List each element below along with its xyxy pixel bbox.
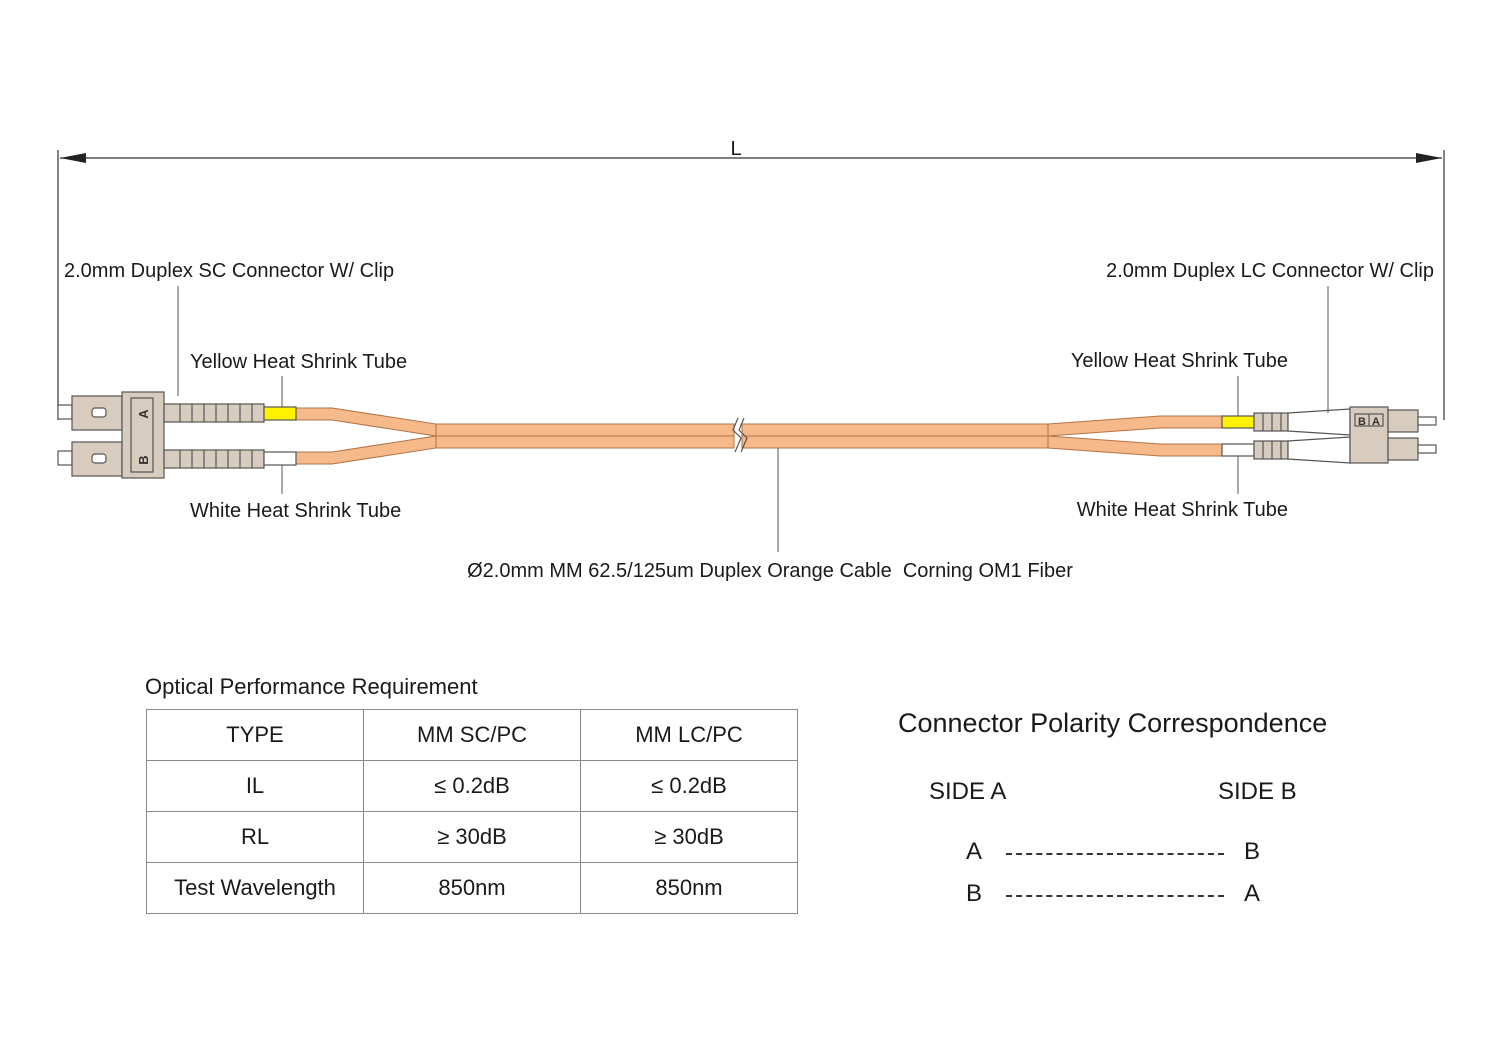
polarity-side-a-value: A bbox=[966, 838, 983, 865]
sc-connector-label: 2.0mm Duplex SC Connector W/ Clip bbox=[64, 260, 395, 282]
left-yellow-tube-label: Yellow Heat Shrink Tube bbox=[190, 351, 408, 373]
cable-left-upper-leg bbox=[296, 408, 436, 436]
polarity-row bbox=[966, 880, 1266, 910]
dimension-label: L bbox=[730, 138, 742, 160]
lc-body-lower bbox=[1288, 437, 1350, 463]
sc-bottom-marking: B bbox=[136, 455, 151, 465]
cable-left-lower-leg bbox=[296, 436, 436, 464]
table-cell: TYPE bbox=[147, 710, 364, 761]
polarity-title: Connector Polarity Correspondence bbox=[898, 708, 1328, 738]
table-row bbox=[147, 710, 798, 761]
table-cell: ≤ 0.2dB bbox=[581, 761, 798, 812]
table-cell: 850nm bbox=[364, 863, 581, 914]
sc-boot-bottom bbox=[164, 450, 264, 468]
lc-connector-label: 2.0mm Duplex LC Connector W/ Clip bbox=[1106, 260, 1434, 282]
side-a-heading: SIDE A bbox=[929, 778, 1007, 805]
sc-boot-top bbox=[164, 404, 264, 422]
lc-boot-lower bbox=[1254, 441, 1288, 459]
sc-ferrule-top bbox=[58, 405, 72, 419]
dimension-arrow-left bbox=[60, 153, 86, 163]
performance-title: Optical Performance Requirement bbox=[145, 674, 478, 699]
right-yellow-tube-label: Yellow Heat Shrink Tube bbox=[1070, 350, 1288, 372]
table-cell: ≤ 0.2dB bbox=[364, 761, 581, 812]
lc-ferrule-lower bbox=[1418, 445, 1436, 453]
polarity-side-a-value: B bbox=[966, 880, 983, 907]
lc-right-marking: A bbox=[1372, 416, 1380, 428]
length-dimension bbox=[58, 150, 1444, 420]
lc-ferrule-upper bbox=[1418, 417, 1436, 425]
table-cell: 850nm bbox=[581, 863, 798, 914]
table-cell: ≥ 30dB bbox=[581, 812, 798, 863]
table-row bbox=[147, 812, 798, 863]
left-white-heat-shrink bbox=[264, 452, 296, 465]
performance-table bbox=[146, 709, 798, 914]
table-cell: Test Wavelength bbox=[147, 863, 364, 914]
cable-spec-label: Ø2.0mm MM 62.5/125um Duplex Orange Cable Corning OM1 Fiber bbox=[467, 560, 1073, 582]
sc-duplex-connector bbox=[58, 392, 296, 478]
left-yellow-heat-shrink bbox=[264, 407, 296, 420]
lc-left-marking: B bbox=[1358, 416, 1366, 428]
polarity-side-b-value: A bbox=[1244, 880, 1261, 907]
sc-top-marking: A bbox=[136, 409, 151, 419]
lc-boot-upper bbox=[1254, 413, 1288, 431]
lc-latch-lower bbox=[1388, 438, 1418, 460]
table-row bbox=[147, 761, 798, 812]
sc-ferrule-bottom bbox=[58, 451, 72, 465]
right-white-heat-shrink bbox=[1222, 444, 1254, 456]
polarity-dashed-link bbox=[1006, 895, 1224, 897]
sc-port-top bbox=[92, 408, 106, 417]
dimension-arrow-right bbox=[1416, 153, 1442, 163]
duplex-cable bbox=[296, 408, 1222, 464]
table-cell: IL bbox=[147, 761, 364, 812]
polarity-dashed-link bbox=[1006, 853, 1224, 855]
lc-body-upper bbox=[1288, 409, 1350, 435]
table-cell: RL bbox=[147, 812, 364, 863]
table-cell: MM LC/PC bbox=[581, 710, 798, 761]
table-cell: MM SC/PC bbox=[364, 710, 581, 761]
sc-port-bottom bbox=[92, 454, 106, 463]
cable-right-lower-leg bbox=[1048, 436, 1222, 456]
cable-right-upper-leg bbox=[1048, 416, 1222, 436]
right-yellow-heat-shrink bbox=[1222, 416, 1254, 428]
lc-latch-upper bbox=[1388, 410, 1418, 432]
table-row bbox=[147, 863, 798, 914]
left-white-tube-label: White Heat Shrink Tube bbox=[190, 500, 402, 522]
lc-duplex-connector bbox=[1222, 407, 1436, 463]
table-cell: ≥ 30dB bbox=[364, 812, 581, 863]
side-b-heading: SIDE B bbox=[1218, 778, 1297, 805]
polarity-side-b-value: B bbox=[1244, 838, 1261, 865]
right-white-tube-label: White Heat Shrink Tube bbox=[1076, 499, 1288, 521]
polarity-row bbox=[966, 838, 1266, 868]
